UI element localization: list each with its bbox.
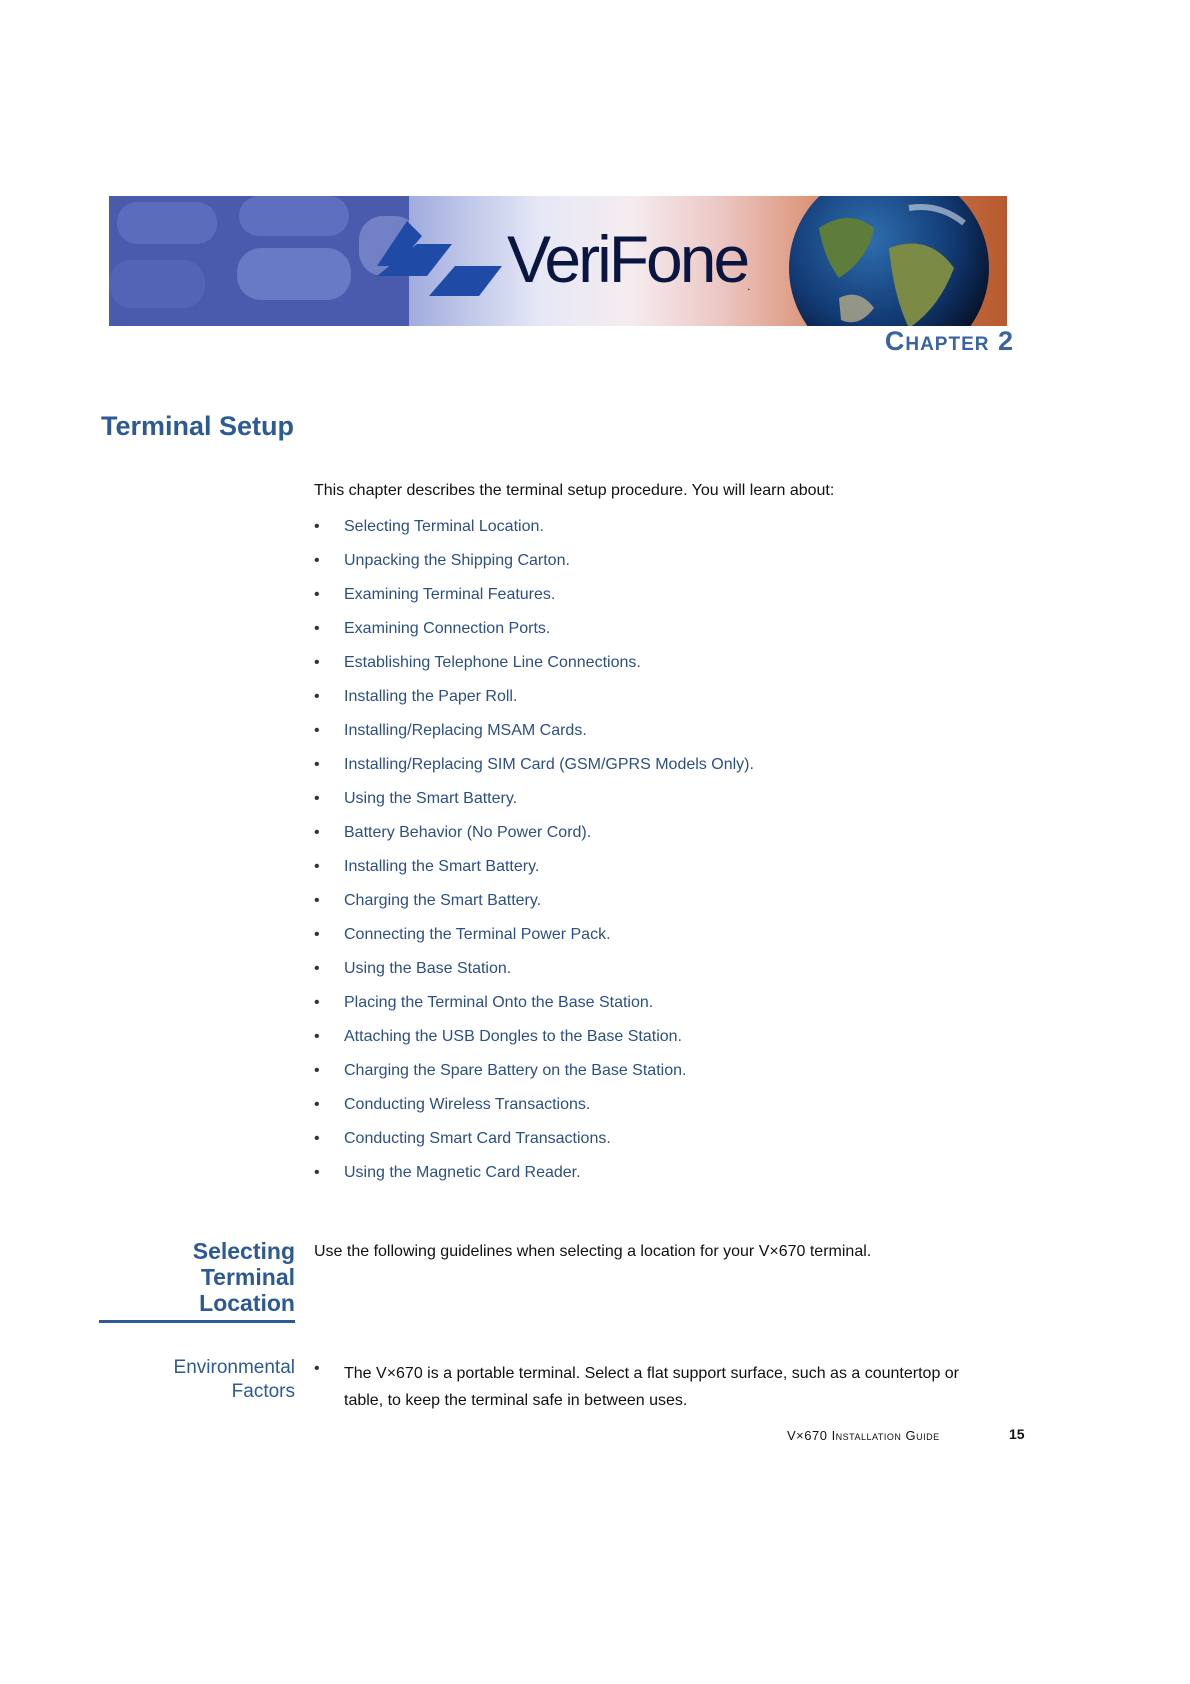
- topic-link[interactable]: [314, 550, 754, 584]
- section-heading-line: Terminal: [200, 1264, 295, 1290]
- bullet-icon: •: [314, 994, 320, 1011]
- page-number: 15: [1009, 1426, 1025, 1442]
- topic-label: Examining Connection Ports.: [344, 620, 551, 637]
- topic-link[interactable]: [314, 1026, 754, 1060]
- topic-link[interactable]: [314, 516, 754, 550]
- bullet-icon: •: [314, 1028, 320, 1045]
- keypad-image: [109, 196, 409, 326]
- chapter-label: Chapter 2: [884, 326, 1014, 356]
- topic-link[interactable]: [314, 788, 754, 822]
- bullet-icon: •: [314, 688, 320, 705]
- topic-link[interactable]: [314, 890, 754, 924]
- topic-label: Using the Smart Battery.: [344, 790, 518, 807]
- section-divider: [99, 1320, 295, 1323]
- topic-link[interactable]: [314, 1060, 754, 1094]
- bullet-icon: •: [314, 1130, 320, 1147]
- section-heading-line: Selecting: [192, 1238, 295, 1264]
- topic-label: Connecting the Terminal Power Pack.: [344, 926, 611, 943]
- subsection-heading-line: Factors: [231, 1381, 295, 1402]
- bullet-icon: •: [314, 926, 320, 943]
- section-text: Use the following guidelines when selecting a location for your V×670 terminal.: [314, 1243, 872, 1260]
- bullet-icon: •: [314, 586, 320, 603]
- topic-label: Installing/Replacing MSAM Cards.: [344, 722, 587, 739]
- topic-link[interactable]: [314, 822, 754, 856]
- topic-label: Placing the Terminal Onto the Base Station.: [344, 994, 654, 1011]
- page-title: Terminal Setup: [101, 411, 295, 441]
- topic-label: Examining Terminal Features.: [344, 586, 556, 603]
- bullet-icon: •: [314, 1360, 320, 1377]
- topic-label: Installing the Smart Battery.: [344, 858, 540, 875]
- footer-guide-title: V×670 Installation Guide: [787, 1428, 940, 1443]
- topic-link[interactable]: [314, 618, 754, 652]
- intro-text: This chapter describes the terminal setup procedure. You will learn about:: [314, 482, 835, 499]
- topic-link[interactable]: [314, 1128, 754, 1162]
- verifone-logo-text: VeriFone.: [507, 222, 751, 296]
- bullet-icon: •: [314, 824, 320, 841]
- bullet-icon: •: [314, 1062, 320, 1079]
- bullet-icon: •: [314, 620, 320, 637]
- topic-link[interactable]: [314, 652, 754, 686]
- subsection-heading-line: Environmental: [173, 1357, 295, 1378]
- bullet-icon: •: [314, 790, 320, 807]
- bullet-icon: •: [314, 1096, 320, 1113]
- topic-label: Charging the Spare Battery on the Base Station.: [344, 1062, 687, 1079]
- topic-label: Installing/Replacing SIM Card (GSM/GPRS Models Only).: [344, 756, 754, 773]
- topic-link[interactable]: [314, 1094, 754, 1128]
- topic-label: Unpacking the Shipping Carton.: [344, 552, 570, 569]
- subsection-text: The V×670 is a portable terminal. Select a flat support surface, such as a countertop or table, to keep the terminal safe in between uses.: [344, 1365, 960, 1409]
- subsection-heading: [99, 1356, 295, 1404]
- topic-label: Establishing Telephone Line Connections.: [344, 654, 641, 671]
- topic-label: Using the Base Station.: [344, 960, 512, 977]
- topic-label: Installing the Paper Roll.: [344, 688, 518, 705]
- topic-link[interactable]: [314, 924, 754, 958]
- bullet-icon: •: [314, 722, 320, 739]
- topic-label: Selecting Terminal Location.: [344, 518, 544, 535]
- bullet-icon: •: [314, 552, 320, 569]
- topic-link[interactable]: [314, 958, 754, 992]
- topic-link[interactable]: [314, 686, 754, 720]
- topic-link[interactable]: [314, 992, 754, 1026]
- topic-link[interactable]: [314, 754, 754, 788]
- bullet-icon: •: [314, 756, 320, 773]
- topic-label: Battery Behavior (No Power Cord).: [344, 824, 592, 841]
- section-heading: [99, 1238, 295, 1316]
- bullet-icon: •: [314, 858, 320, 875]
- topic-label: Charging the Smart Battery.: [344, 892, 542, 909]
- topic-label: Conducting Smart Card Transactions.: [344, 1130, 611, 1147]
- topic-link[interactable]: [314, 856, 754, 890]
- bullet-icon: •: [314, 960, 320, 977]
- topic-link[interactable]: [314, 584, 754, 618]
- bullet-icon: •: [314, 518, 320, 535]
- globe-image: [779, 196, 1004, 326]
- topic-label: Using the Magnetic Card Reader.: [344, 1164, 581, 1181]
- topic-link[interactable]: [314, 1162, 754, 1196]
- topic-label: Conducting Wireless Transactions.: [344, 1096, 591, 1113]
- bullet-icon: •: [314, 892, 320, 909]
- topic-link[interactable]: [314, 720, 754, 754]
- chapter-banner: [109, 196, 1007, 326]
- bullet-icon: •: [314, 654, 320, 671]
- topic-label: Attaching the USB Dongles to the Base Station.: [344, 1028, 682, 1045]
- verifone-logo-mark: [367, 216, 517, 306]
- section-heading-line: Location: [199, 1290, 295, 1316]
- bullet-icon: •: [314, 1164, 320, 1181]
- topic-list: [314, 516, 754, 1196]
